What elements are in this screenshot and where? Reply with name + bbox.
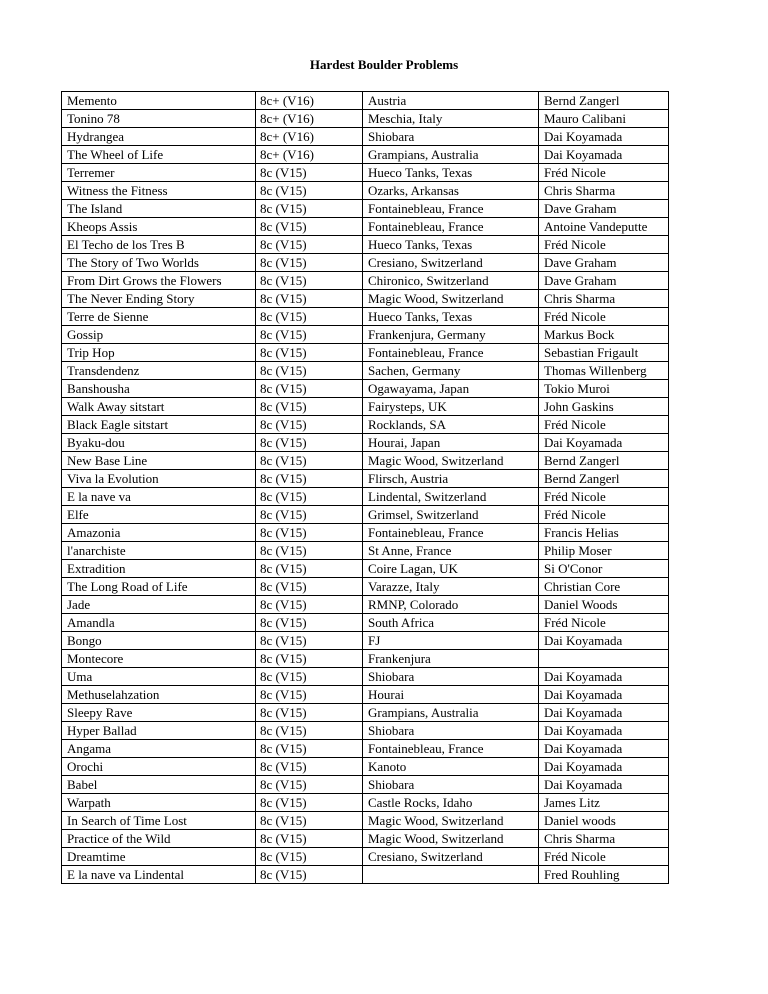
grade-cell: 8c (V15) — [256, 704, 363, 722]
problem-name-cell: Transdendenz — [62, 362, 256, 380]
grade-cell: 8c (V15) — [256, 362, 363, 380]
problem-name-cell: El Techo de los Tres B — [62, 236, 256, 254]
problem-name-cell: Viva la Evolution — [62, 470, 256, 488]
problem-name-cell: E la nave va — [62, 488, 256, 506]
grade-cell: 8c (V15) — [256, 578, 363, 596]
location-cell: Magic Wood, Switzerland — [363, 830, 539, 848]
table-row — [62, 146, 669, 164]
location-cell: Coire Lagan, UK — [363, 560, 539, 578]
location-cell: Cresiano, Switzerland — [363, 848, 539, 866]
grade-cell: 8c (V15) — [256, 344, 363, 362]
table-row — [62, 362, 669, 380]
problem-name-cell: Tonino 78 — [62, 110, 256, 128]
climber-cell — [539, 650, 669, 668]
table-row — [62, 182, 669, 200]
boulder-problems-table — [61, 91, 669, 884]
table-row — [62, 488, 669, 506]
table-row — [62, 830, 669, 848]
grade-cell: 8c (V15) — [256, 236, 363, 254]
location-cell: Flirsch, Austria — [363, 470, 539, 488]
location-cell: Fontainebleau, France — [363, 218, 539, 236]
climber-cell: Dave Graham — [539, 254, 669, 272]
location-cell: Fontainebleau, France — [363, 524, 539, 542]
table-row — [62, 218, 669, 236]
table-row — [62, 848, 669, 866]
grade-cell: 8c (V15) — [256, 272, 363, 290]
grade-cell: 8c (V15) — [256, 632, 363, 650]
grade-cell: 8c (V15) — [256, 308, 363, 326]
location-cell: Fontainebleau, France — [363, 200, 539, 218]
location-cell: Frankenjura, Germany — [363, 326, 539, 344]
location-cell: Hueco Tanks, Texas — [363, 164, 539, 182]
location-cell: Ozarks, Arkansas — [363, 182, 539, 200]
grade-cell: 8c (V15) — [256, 668, 363, 686]
climber-cell: Dai Koyamada — [539, 758, 669, 776]
problem-name-cell: Walk Away sitstart — [62, 398, 256, 416]
climber-cell: Fréd Nicole — [539, 614, 669, 632]
climber-cell: Bernd Zangerl — [539, 452, 669, 470]
table-row — [62, 704, 669, 722]
climber-cell: Mauro Calibani — [539, 110, 669, 128]
problem-name-cell: Kheops Assis — [62, 218, 256, 236]
grade-cell: 8c (V15) — [256, 254, 363, 272]
climber-cell: Dai Koyamada — [539, 686, 669, 704]
climber-cell: Philip Moser — [539, 542, 669, 560]
location-cell: South Africa — [363, 614, 539, 632]
table-row — [62, 614, 669, 632]
problem-name-cell: Hydrangea — [62, 128, 256, 146]
table-row — [62, 416, 669, 434]
climber-cell: Si O'Conor — [539, 560, 669, 578]
grade-cell: 8c (V15) — [256, 452, 363, 470]
problem-name-cell: Memento — [62, 92, 256, 110]
climber-cell: Daniel woods — [539, 812, 669, 830]
location-cell: Frankenjura — [363, 650, 539, 668]
location-cell: FJ — [363, 632, 539, 650]
grade-cell: 8c (V15) — [256, 758, 363, 776]
problem-name-cell: Gossip — [62, 326, 256, 344]
table-row — [62, 794, 669, 812]
climber-cell: Dai Koyamada — [539, 146, 669, 164]
location-cell: Lindental, Switzerland — [363, 488, 539, 506]
table-row — [62, 398, 669, 416]
climber-cell: Antoine Vandeputte — [539, 218, 669, 236]
table-row — [62, 866, 669, 884]
problem-name-cell: Terremer — [62, 164, 256, 182]
grade-cell: 8c (V15) — [256, 506, 363, 524]
document-title: Hardest Boulder Problems — [309, 57, 459, 72]
problem-name-cell: Sleepy Rave — [62, 704, 256, 722]
climber-cell: Francis Helias — [539, 524, 669, 542]
climber-cell: Dai Koyamada — [539, 128, 669, 146]
table-row — [62, 776, 669, 794]
location-cell: Fairysteps, UK — [363, 398, 539, 416]
location-cell: Grampians, Australia — [363, 146, 539, 164]
problem-name-cell: The Story of Two Worlds — [62, 254, 256, 272]
grade-cell: 8c (V15) — [256, 326, 363, 344]
problem-name-cell: New Base Line — [62, 452, 256, 470]
problem-name-cell: Orochi — [62, 758, 256, 776]
table-row — [62, 200, 669, 218]
climber-cell: Sebastian Frigault — [539, 344, 669, 362]
table-row — [62, 668, 669, 686]
problem-name-cell: Uma — [62, 668, 256, 686]
problem-name-cell: The Long Road of Life — [62, 578, 256, 596]
grade-cell: 8c (V15) — [256, 794, 363, 812]
problem-name-cell: Dreamtime — [62, 848, 256, 866]
location-cell: Austria — [363, 92, 539, 110]
table-row — [62, 236, 669, 254]
climber-cell: Dave Graham — [539, 272, 669, 290]
table-row — [62, 470, 669, 488]
grade-cell: 8c (V15) — [256, 776, 363, 794]
problem-name-cell: Montecore — [62, 650, 256, 668]
table-row — [62, 542, 669, 560]
climber-cell: Thomas Willenberg — [539, 362, 669, 380]
problem-name-cell: The Wheel of Life — [62, 146, 256, 164]
table-row — [62, 344, 669, 362]
problem-name-cell: Practice of the Wild — [62, 830, 256, 848]
problem-name-cell: Angama — [62, 740, 256, 758]
table-row — [62, 722, 669, 740]
location-cell: St Anne, France — [363, 542, 539, 560]
climber-cell: Chris Sharma — [539, 830, 669, 848]
climber-cell: Dai Koyamada — [539, 668, 669, 686]
climber-cell: Fréd Nicole — [539, 506, 669, 524]
grade-cell: 8c (V15) — [256, 164, 363, 182]
climber-cell: Chris Sharma — [539, 182, 669, 200]
table-row — [62, 326, 669, 344]
climber-cell: Tokio Muroi — [539, 380, 669, 398]
table-row — [62, 650, 669, 668]
problem-name-cell: Terre de Sienne — [62, 308, 256, 326]
problem-name-cell: In Search of Time Lost — [62, 812, 256, 830]
table-row — [62, 92, 669, 110]
table-row — [62, 632, 669, 650]
problem-name-cell: Byaku-dou — [62, 434, 256, 452]
climber-cell: Dai Koyamada — [539, 722, 669, 740]
climber-cell: Fréd Nicole — [539, 308, 669, 326]
grade-cell: 8c (V15) — [256, 848, 363, 866]
table-row — [62, 506, 669, 524]
grade-cell: 8c (V15) — [256, 542, 363, 560]
problem-name-cell: E la nave va Lindental — [62, 866, 256, 884]
grade-cell: 8c (V15) — [256, 650, 363, 668]
location-cell: RMNP, Colorado — [363, 596, 539, 614]
table-row — [62, 740, 669, 758]
location-cell: Shiobara — [363, 668, 539, 686]
location-cell: Shiobara — [363, 776, 539, 794]
grade-cell: 8c (V15) — [256, 614, 363, 632]
location-cell: Hueco Tanks, Texas — [363, 308, 539, 326]
problem-name-cell: Witness the Fitness — [62, 182, 256, 200]
grade-cell: 8c (V15) — [256, 380, 363, 398]
location-cell: Magic Wood, Switzerland — [363, 452, 539, 470]
climber-cell: Daniel Woods — [539, 596, 669, 614]
problem-name-cell: Methuselahzation — [62, 686, 256, 704]
table-row — [62, 164, 669, 182]
location-cell: Grimsel, Switzerland — [363, 506, 539, 524]
climber-cell: Bernd Zangerl — [539, 470, 669, 488]
grade-cell: 8c (V15) — [256, 596, 363, 614]
climber-cell: Dai Koyamada — [539, 434, 669, 452]
climber-cell: Markus Bock — [539, 326, 669, 344]
problem-name-cell: Amandla — [62, 614, 256, 632]
table-row — [62, 110, 669, 128]
location-cell: Cresiano, Switzerland — [363, 254, 539, 272]
grade-cell: 8c (V15) — [256, 524, 363, 542]
table-row — [62, 308, 669, 326]
table-row — [62, 290, 669, 308]
climber-cell: Dave Graham — [539, 200, 669, 218]
grade-cell: 8c+ (V16) — [256, 146, 363, 164]
climber-cell: Dai Koyamada — [539, 776, 669, 794]
grade-cell: 8c (V15) — [256, 686, 363, 704]
location-cell: Fontainebleau, France — [363, 740, 539, 758]
grade-cell: 8c (V15) — [256, 488, 363, 506]
climber-cell: Dai Koyamada — [539, 632, 669, 650]
grade-cell: 8c+ (V16) — [256, 128, 363, 146]
location-cell: Rocklands, SA — [363, 416, 539, 434]
table-row — [62, 758, 669, 776]
location-cell — [363, 866, 539, 884]
table-row — [62, 524, 669, 542]
climber-cell: Fréd Nicole — [539, 236, 669, 254]
grade-cell: 8c (V15) — [256, 560, 363, 578]
problem-name-cell: l'anarchiste — [62, 542, 256, 560]
grade-cell: 8c (V15) — [256, 812, 363, 830]
table-row — [62, 578, 669, 596]
table-row — [62, 596, 669, 614]
location-cell: Meschia, Italy — [363, 110, 539, 128]
problem-name-cell: Amazonia — [62, 524, 256, 542]
location-cell: Varazze, Italy — [363, 578, 539, 596]
problem-name-cell: Elfe — [62, 506, 256, 524]
climber-cell: Fréd Nicole — [539, 416, 669, 434]
location-cell: Shiobara — [363, 128, 539, 146]
problem-name-cell: Babel — [62, 776, 256, 794]
grade-cell: 8c (V15) — [256, 470, 363, 488]
location-cell: Hourai — [363, 686, 539, 704]
location-cell: Shiobara — [363, 722, 539, 740]
location-cell: Castle Rocks, Idaho — [363, 794, 539, 812]
table-row — [62, 254, 669, 272]
location-cell: Fontainebleau, France — [363, 344, 539, 362]
table-row — [62, 812, 669, 830]
grade-cell: 8c (V15) — [256, 830, 363, 848]
grade-cell: 8c+ (V16) — [256, 110, 363, 128]
grade-cell: 8c (V15) — [256, 434, 363, 452]
problem-name-cell: Warpath — [62, 794, 256, 812]
climber-cell: Chris Sharma — [539, 290, 669, 308]
problem-name-cell: The Never Ending Story — [62, 290, 256, 308]
problem-name-cell: Trip Hop — [62, 344, 256, 362]
table-row — [62, 434, 669, 452]
location-cell: Chironico, Switzerland — [363, 272, 539, 290]
climber-cell: James Litz — [539, 794, 669, 812]
grade-cell: 8c (V15) — [256, 182, 363, 200]
problem-name-cell: Banshousha — [62, 380, 256, 398]
climber-cell: Fréd Nicole — [539, 848, 669, 866]
table-row — [62, 128, 669, 146]
table-row — [62, 686, 669, 704]
problem-name-cell: Black Eagle sitstart — [62, 416, 256, 434]
grade-cell: 8c (V15) — [256, 200, 363, 218]
climber-cell: Dai Koyamada — [539, 740, 669, 758]
grade-cell: 8c (V15) — [256, 740, 363, 758]
grade-cell: 8c (V15) — [256, 398, 363, 416]
problem-name-cell: From Dirt Grows the Flowers — [62, 272, 256, 290]
problem-name-cell: Jade — [62, 596, 256, 614]
grade-cell: 8c (V15) — [256, 722, 363, 740]
location-cell: Kanoto — [363, 758, 539, 776]
grade-cell: 8c (V15) — [256, 416, 363, 434]
climber-cell: John Gaskins — [539, 398, 669, 416]
location-cell: Grampians, Australia — [363, 704, 539, 722]
location-cell: Ogawayama, Japan — [363, 380, 539, 398]
problem-name-cell: Bongo — [62, 632, 256, 650]
problem-name-cell: The Island — [62, 200, 256, 218]
climber-cell: Dai Koyamada — [539, 704, 669, 722]
table-row — [62, 560, 669, 578]
location-cell: Sachen, Germany — [363, 362, 539, 380]
climber-cell: Fréd Nicole — [539, 488, 669, 506]
grade-cell: 8c (V15) — [256, 866, 363, 884]
grade-cell: 8c+ (V16) — [256, 92, 363, 110]
climber-cell: Fréd Nicole — [539, 164, 669, 182]
grade-cell: 8c (V15) — [256, 290, 363, 308]
location-cell: Hourai, Japan — [363, 434, 539, 452]
location-cell: Magic Wood, Switzerland — [363, 290, 539, 308]
table-row — [62, 452, 669, 470]
climber-cell: Bernd Zangerl — [539, 92, 669, 110]
table-row — [62, 380, 669, 398]
climber-cell: Fred Rouhling — [539, 866, 669, 884]
grade-cell: 8c (V15) — [256, 218, 363, 236]
problem-name-cell: Extradition — [62, 560, 256, 578]
table-row — [62, 272, 669, 290]
problem-name-cell: Hyper Ballad — [62, 722, 256, 740]
climber-cell: Christian Core — [539, 578, 669, 596]
location-cell: Hueco Tanks, Texas — [363, 236, 539, 254]
location-cell: Magic Wood, Switzerland — [363, 812, 539, 830]
